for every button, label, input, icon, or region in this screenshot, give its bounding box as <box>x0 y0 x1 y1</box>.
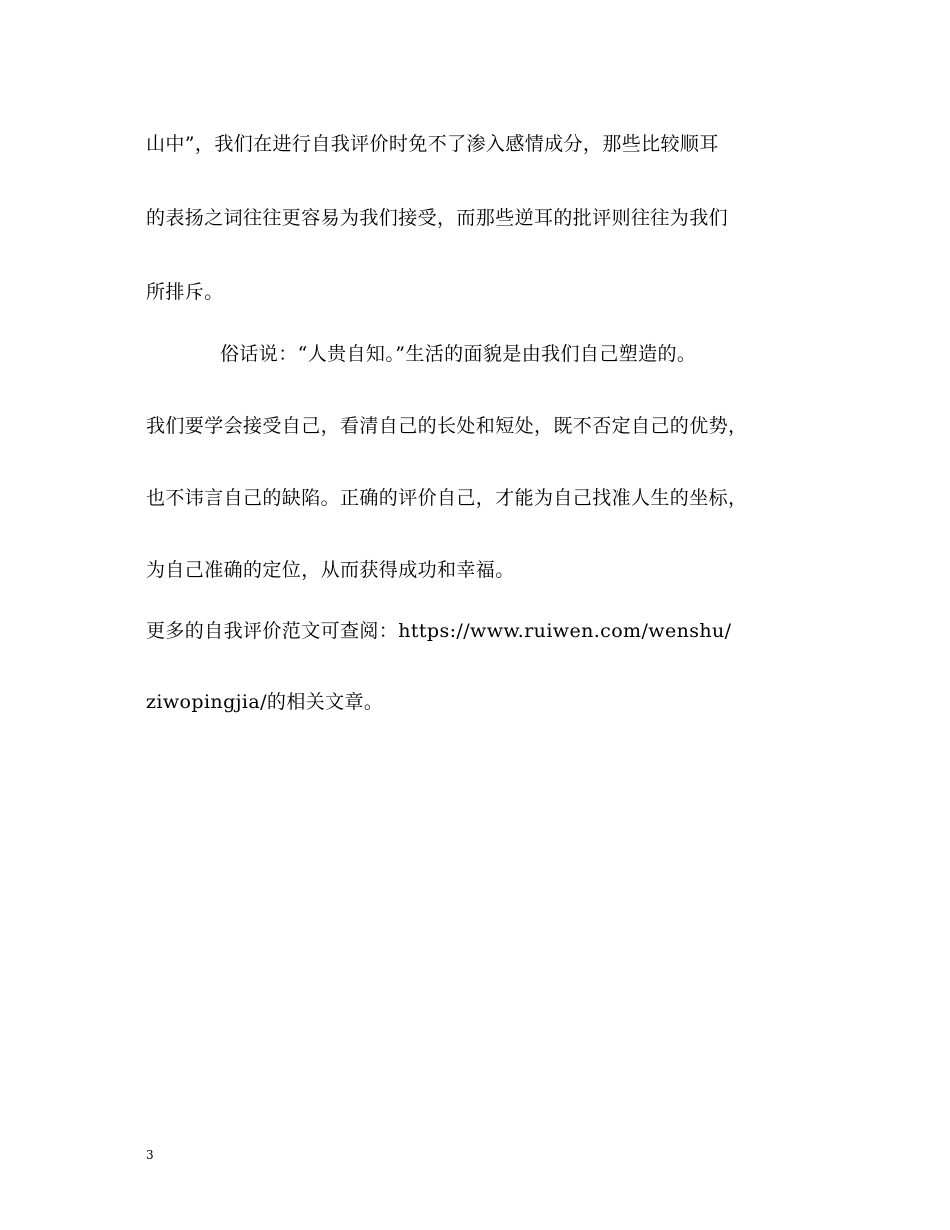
paragraph-line-6: 也不讳言自己的缺陷。正确的评价自己，才能为自己找准人生的坐标， <box>146 487 748 509</box>
reference-line-2: ziwopingjia/的相关文章。 <box>146 691 384 713</box>
paragraph-line-7: 为自己准确的定位，从而获得成功和幸福。 <box>146 559 515 581</box>
paragraph-line-4: 俗话说：“人贵自知。”生活的面貌是由我们自己塑造的。 <box>220 343 697 365</box>
paragraph-line-3: 所排斥。 <box>146 281 224 303</box>
paragraph-line-2: 的表扬之词往往更容易为我们接受，而那些逆耳的批评则往往为我们 <box>146 207 729 229</box>
page-number: 3 <box>146 1148 154 1162</box>
paragraph-line-1: 山中”，我们在进行自我评价时免不了渗入感情成分，那些比较顺耳 <box>146 133 719 155</box>
reference-line-1: 更多的自我评价范文可查阅：https://www.ruiwen.com/wenshu/ <box>146 620 732 642</box>
paragraph-line-5: 我们要学会接受自己，看清自己的长处和短处，既不否定自己的优势， <box>146 415 748 437</box>
